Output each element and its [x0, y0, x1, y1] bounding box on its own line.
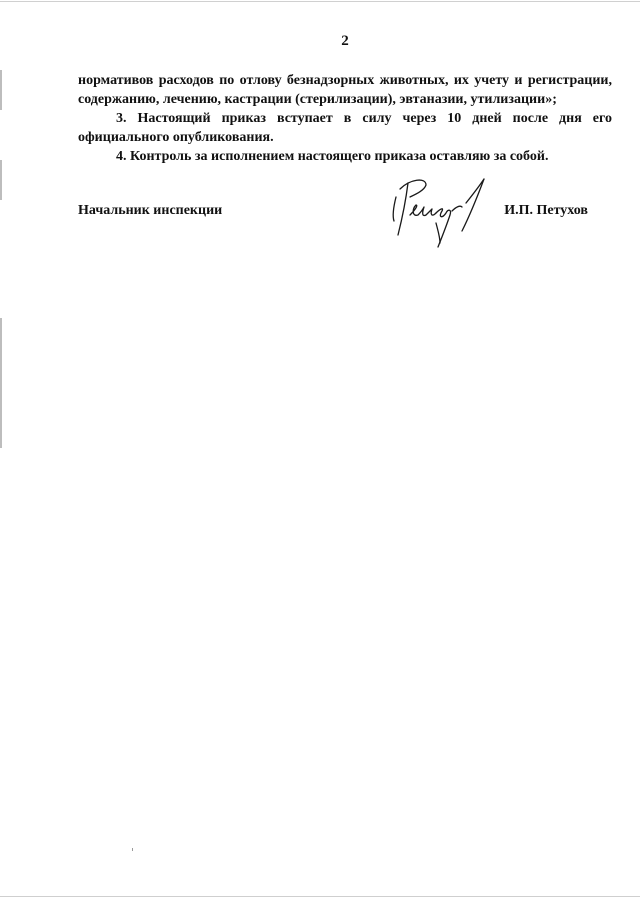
signature-block	[78, 203, 588, 263]
position-title: Начальник инспекции	[78, 203, 223, 218]
margin-mark	[0, 70, 2, 110]
paragraph-line: 4. Контроль за исполнением настоящего приказа оставляю за собой.	[116, 149, 549, 164]
paragraph-standards-cont	[78, 90, 612, 109]
paragraph-item-4	[78, 147, 612, 166]
paragraph-standards	[78, 71, 612, 90]
scan-edge-bottom	[0, 896, 640, 897]
document-body	[78, 71, 612, 166]
margin-mark	[0, 160, 2, 200]
paragraph-line: нормативов расходов по отлову безнадзорных животных, их учету и регистрации,	[78, 73, 612, 88]
page-number: 2	[341, 33, 349, 49]
scan-edge-top	[0, 1, 640, 2]
handwritten-signature-icon	[380, 175, 500, 255]
paragraph-item-3-cont	[78, 128, 612, 147]
paragraph-line: 3. Настоящий приказ вступает в силу через 10 дней после дня его	[116, 111, 612, 126]
scan-speck	[132, 848, 133, 851]
margin-mark	[0, 318, 2, 448]
paragraph-item-3	[78, 109, 612, 128]
signer-name: И.П. Петухов	[504, 203, 588, 218]
paragraph-line: официального опубликования.	[78, 130, 274, 145]
paragraph-line: содержанию, лечению, кастрации (стерилизации), эвтаназии, утилизации»;	[78, 92, 557, 107]
